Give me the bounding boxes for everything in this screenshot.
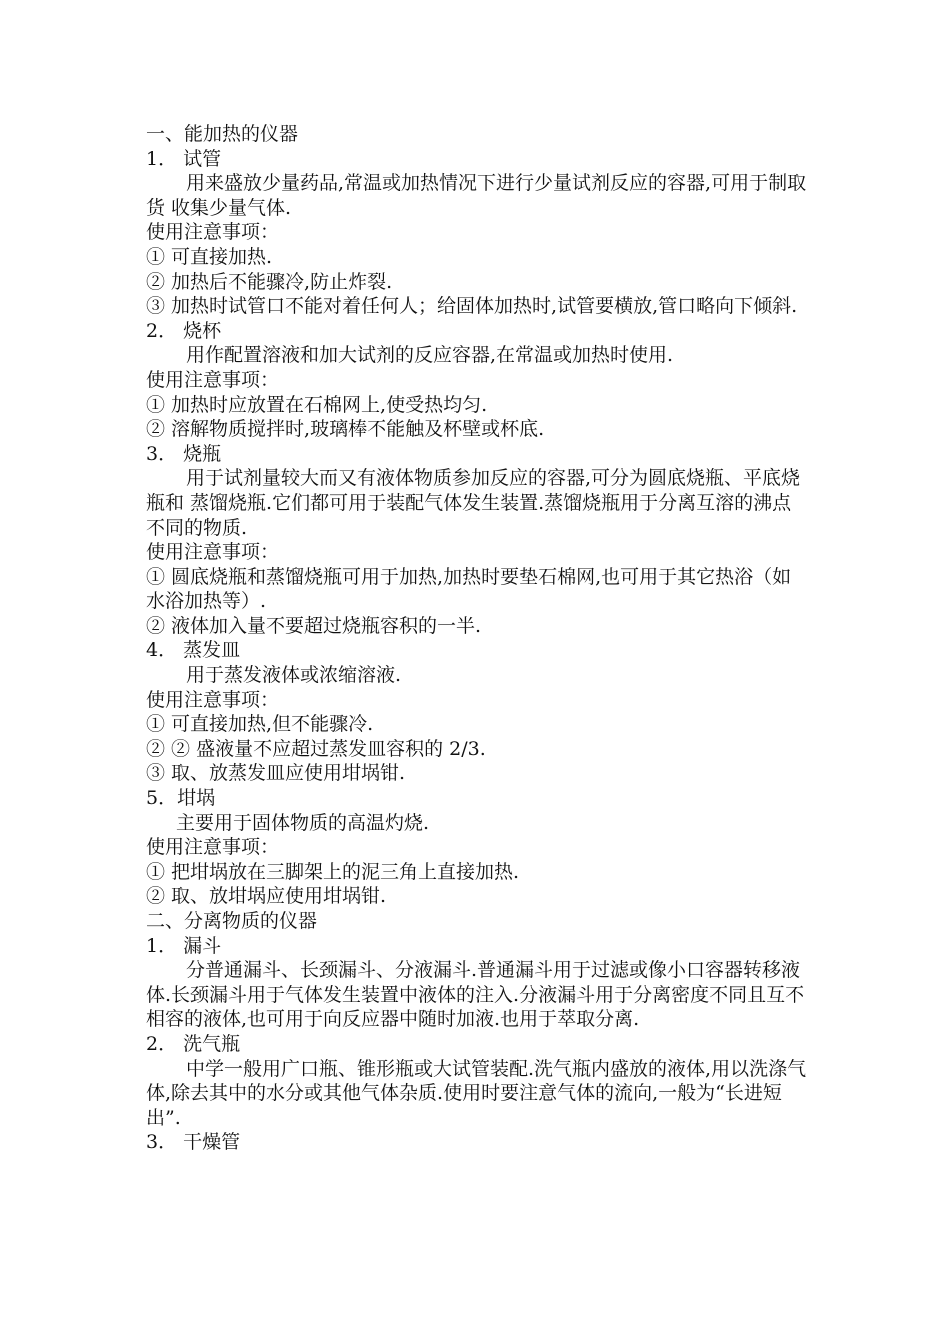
paragraph: 用于试剂量较大而又有液体物质参加反应的容器,可分为圆底烧瓶、平底烧瓶和 蒸馏烧瓶.它们都可用于装配气体发生装置.蒸馏烧瓶用于分离互溶的沸点不同的物质. <box>146 467 801 539</box>
paragraph: 用来盛放少量药品,常温或加热情况下进行少量试剂反应的容器,可用于制取货 收集少量气体. <box>146 172 807 219</box>
paragraph: 分普通漏斗、长颈漏斗、分液漏斗.普通漏斗用于过滤或像小口容器转移液体.长颈漏斗用于气体发生装置中液体的注入.分液漏斗用于分离密度不同且互不相容的液体,也可用于向反应器中随时加液.也用于萃取分离. <box>146 959 805 1031</box>
item-heading: 1． 试管 <box>146 147 222 170</box>
paragraph: 用作配置溶液和加大试剂的反应容器,在常温或加热时使用. <box>186 344 674 367</box>
section-heading: 一、能加热的仪器 <box>146 123 299 145</box>
text-line: ① 把坩埚放在三脚架上的泥三角上直接加热. <box>146 860 520 883</box>
paragraph: 用于蒸发液体或浓缩溶液. <box>186 664 402 687</box>
text-line: 使用注意事项： <box>146 688 280 711</box>
item-heading: 2． 洗气瓶 <box>146 1032 241 1055</box>
text-line: ① 加热时应放置在石棉网上,使受热均匀. <box>146 393 488 416</box>
paragraph: 中学一般用广口瓶、锥形瓶或大试管装配.洗气瓶内盛放的液体,用以洗涤气 体,除去其中的水分或其他气体杂质.使用时要注意气体的流向,一般为“长进短出”. <box>146 1057 807 1129</box>
item-heading: 2． 烧杯 <box>146 319 222 342</box>
text-line: ① 圆底烧瓶和蒸馏烧瓶可用于加热,加热时要垫石棉网,也可用于其它热浴（如水浴加热等）. <box>146 565 792 613</box>
text-line: 使用注意事项： <box>146 368 280 391</box>
text-line: ② ② 盛液量不应超过蒸发皿容积的 2/3. <box>146 737 486 760</box>
text-line: ① 可直接加热. <box>146 245 273 268</box>
text-line: 使用注意事项： <box>146 836 280 859</box>
item-heading: 4． 蒸发皿 <box>146 639 241 662</box>
paragraph: 主要用于固体物质的高温灼烧. <box>176 811 430 834</box>
text-line: ② 溶解物质搅拌时,玻璃棒不能触及杯壁或杯底. <box>146 418 545 441</box>
text-line: ② 加热后不能骤冷,防止炸裂. <box>146 270 393 293</box>
text-line: ③ 取、放蒸发皿应使用坩埚钳. <box>146 762 406 785</box>
text-line: ② 液体加入量不要超过烧瓶容积的一半. <box>146 614 482 637</box>
document-body <box>146 122 810 1155</box>
section-heading: 二、分离物质的仪器 <box>146 910 318 932</box>
item-heading: 5．坩埚 <box>146 787 216 810</box>
text-line: ② 取、放坩埚应使用坩埚钳. <box>146 885 387 908</box>
item-heading: 3． 烧瓶 <box>146 442 222 465</box>
text-line: ① 可直接加热,但不能骤冷. <box>146 713 374 736</box>
item-heading: 3． 干燥管 <box>146 1131 241 1154</box>
text-line: 使用注意事项： <box>146 541 280 564</box>
text-line: 使用注意事项： <box>146 221 280 244</box>
text-line: ③ 加热时试管口不能对着任何人；给固体加热时,试管要横放,管口略向下倾斜. <box>146 295 798 318</box>
item-heading: 1． 漏斗 <box>146 934 222 957</box>
